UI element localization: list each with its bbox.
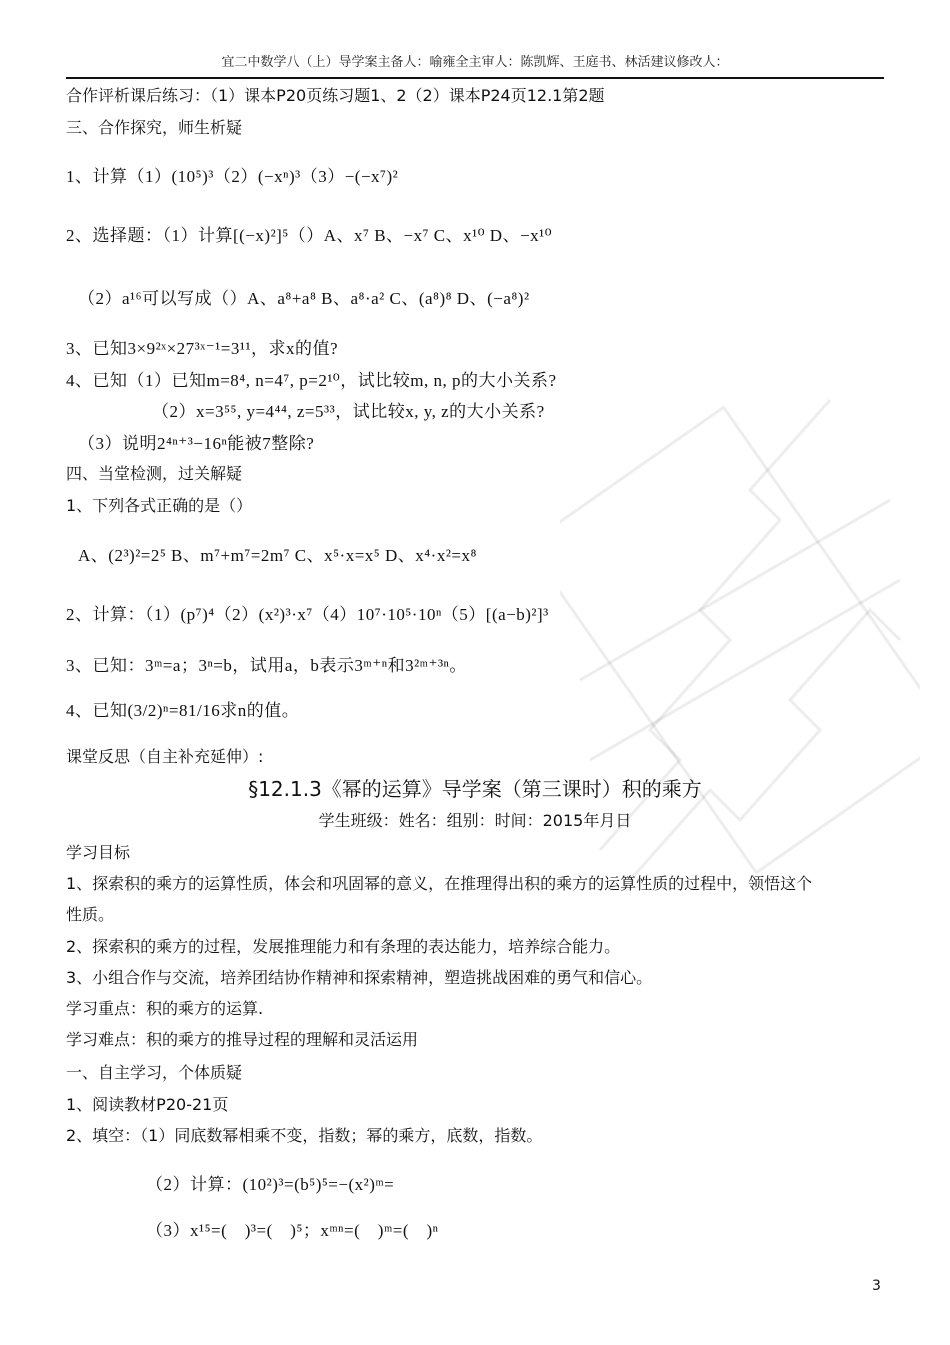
math-line: （2）计算：(10²)³=(b⁵)⁵=−(x²)ᵐ=: [146, 1175, 395, 1194]
math-line: 2、选择题：（1）计算[(−x)²]⁵（）A、x⁷ B、−x⁷ C、x¹⁰ D、−x¹⁰: [66, 226, 553, 245]
math-line: 3、已知：3ᵐ=a；3ⁿ=b，试用a，b表示3ᵐ⁺ⁿ和3²ᵐ⁺³ⁿ。: [66, 656, 467, 675]
text-line: 1、下列各式正确的是（）: [66, 496, 253, 515]
text-line: 合作评析课后练习：（1）课本P20页练习题1、2（2）课本P24页12.1第2题: [66, 86, 605, 105]
section-heading: 四、当堂检测，过关解疑: [66, 464, 243, 483]
student-info-line: 学生班级：姓名：组别：时间：2015年月日: [318, 811, 632, 830]
section-heading: 三、合作探究，师生析疑: [66, 118, 243, 137]
math-line: 4、已知(3/2)ⁿ=81/16求n的值。: [66, 701, 300, 720]
text-line: 性质。: [66, 905, 115, 924]
math-line: 4、已知（1）已知m=8⁴, n=4⁷, p=2¹⁰，试比较m, n, p的大小关系?: [66, 371, 557, 390]
math-line: A、(2³)²=2⁵ B、m⁷+m⁷=2m⁷ C、x⁵·x=x⁵ D、x⁴·x²=x⁸: [78, 546, 477, 565]
header-rule: [66, 77, 884, 79]
math-line: （2）x=3⁵⁵, y=4⁴⁴, z=5³³，试比较x, y, z的大小关系?: [152, 402, 545, 421]
text-line: 1、探索积的乘方的运算性质，体会和巩固幂的意义，在推理得出积的乘方的运算性质的过程中，领悟这个: [66, 874, 813, 893]
text-line: 学习难点：积的乘方的推导过程的理解和灵活运用: [66, 1030, 419, 1049]
text-line: 学习重点：积的乘方的运算.: [66, 999, 264, 1018]
text-line: 1、阅读教材P20-21页: [66, 1095, 229, 1114]
page-number: 3: [872, 1278, 881, 1294]
text-line: 课堂反思（自主补充延伸）:: [66, 747, 264, 766]
text-line: 3、小组合作与交流，培养团结协作精神和探索精神，塑造挑战困难的勇气和信心。: [66, 968, 653, 987]
math-line: 3、已知3×9²ˣ×27³ˣ⁻¹=3¹¹，求x的值?: [66, 339, 339, 358]
math-line: （3）说明2⁴ⁿ⁺³−16ⁿ能被7整除?: [78, 434, 315, 453]
section-heading: 学习目标: [66, 843, 131, 862]
document-title: §12.1.3《幂的运算》导学案（第三课时）积的乘方: [248, 777, 702, 801]
text-line: 2、探索积的乘方的过程，发展推理能力和有条理的表达能力，培养综合能力。: [66, 937, 621, 956]
math-line: 2、计算：（1）(p⁷)⁴（2）(x²)³·x⁷（4）10⁷·10⁵·10ⁿ（5）[(a−b)²]³: [66, 605, 549, 624]
math-line: （3）x¹⁵=( )³=( )⁵；xᵐⁿ=( )ᵐ=( )ⁿ: [146, 1221, 439, 1240]
math-line: （2）a¹⁶可以写成（）A、a⁸+a⁸ B、a⁸·a² C、(a⁸)⁸ D、(−a⁸)²: [78, 289, 530, 308]
text-line: 2、填空：（1）同底数幂相乘不变，指数；幂的乘方，底数，指数。: [66, 1126, 543, 1145]
section-heading: 一、自主学习，个体质疑: [66, 1063, 243, 1082]
math-line: 1、计算（1）(10⁵)³（2）(−xⁿ)³（3）−(−x⁷)²: [66, 167, 399, 186]
page-header: 宜二中数学八（上）导学案主备人：喻雍全主审人：陈凯辉、王庭书、林活建议修改人：: [221, 55, 729, 70]
